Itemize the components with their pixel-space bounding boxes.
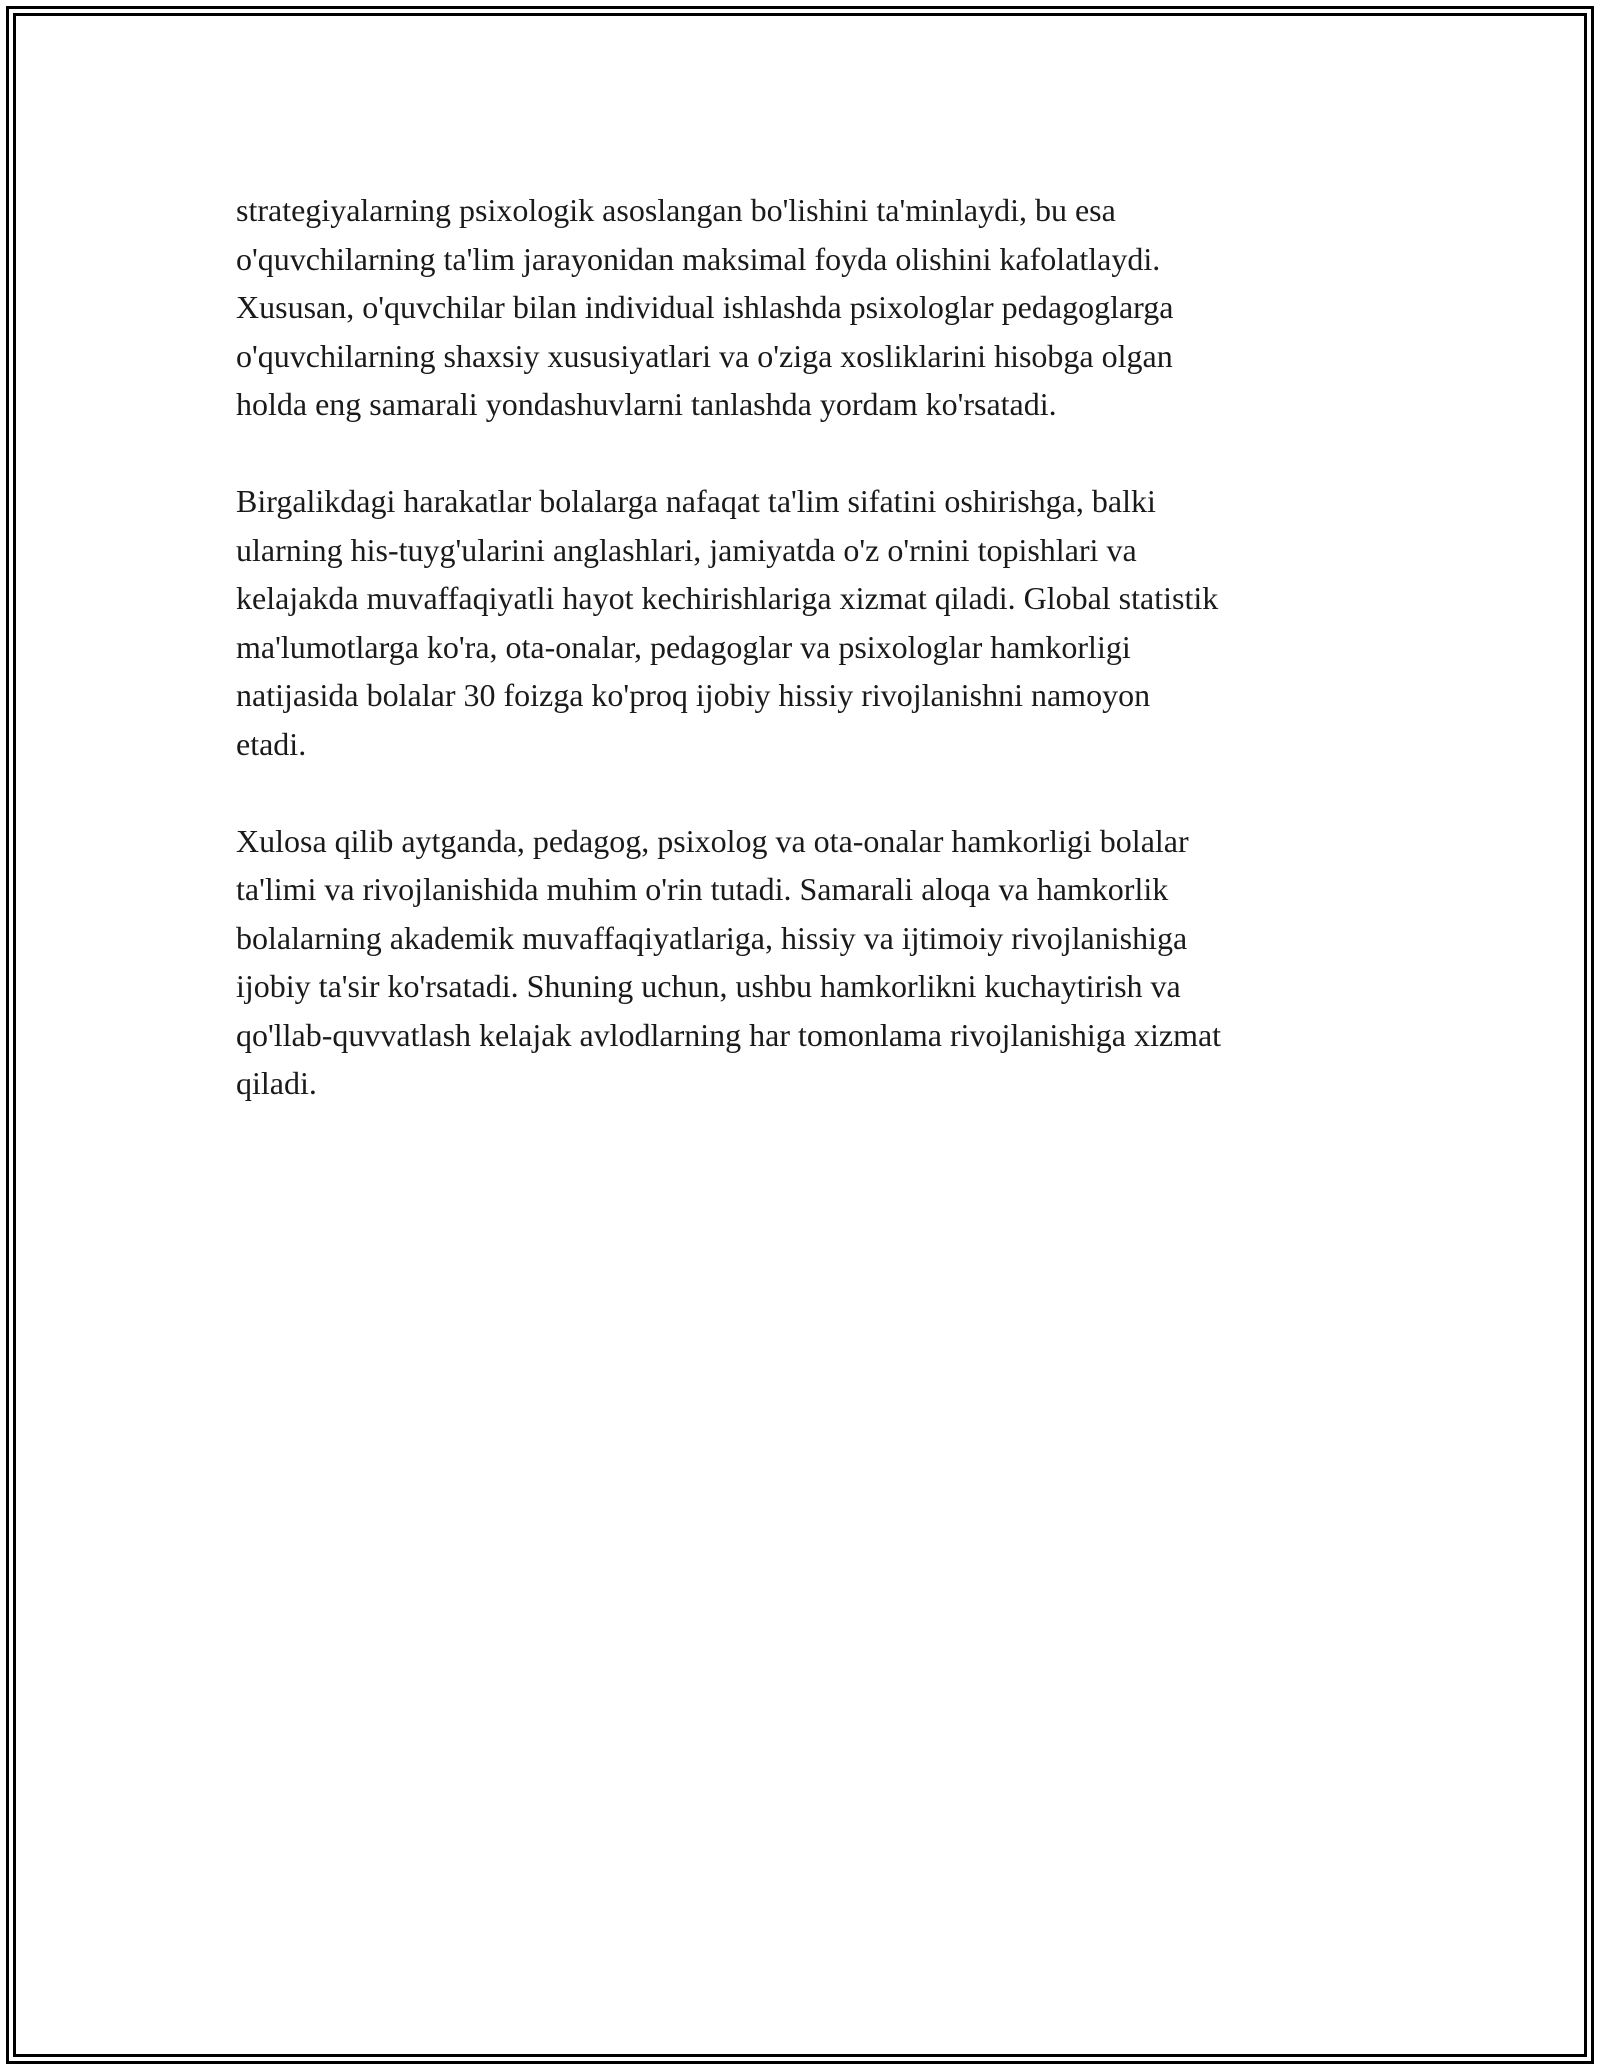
paragraph-line: natijasida bolalar 30 foizga ko'proq ijobiy hissiy rivojlanishni namoyon bbox=[236, 677, 1151, 713]
paragraph-line: qiladi. bbox=[236, 1065, 317, 1101]
paragraph-line: strategiyalarning psixologik asoslangan bo'lishini ta'minlaydi, bu esa bbox=[236, 192, 1116, 228]
paragraph-line: ta'limi va rivojlanishida muhim o'rin tutadi. Samarali aloqa va hamkorlik bbox=[236, 871, 1169, 907]
paragraph-line: ijobiy ta'sir ko'rsatadi. Shuning uchun, ushbu hamkorlikni kuchaytirish va bbox=[236, 968, 1181, 1004]
paragraph-line: Birgalikdagi harakatlar bolalarga nafaqat ta'lim sifatini oshirishga, balki bbox=[236, 483, 1156, 519]
paragraph-2 bbox=[236, 477, 1396, 768]
paragraph-line: o'quvchilarning ta'lim jarayonidan maksimal foyda olishini kafolatlaydi. bbox=[236, 240, 1161, 277]
paragraph-line: Xususan, o'quvchilar bilan individual ishlashda psixologlar pedagoglarga bbox=[236, 289, 1174, 325]
paragraph-line: etadi. bbox=[236, 725, 307, 762]
paragraph-line: qo'llab-quvvatlash kelajak avlodlarning har tomonlama rivojlanishiga xizmat bbox=[236, 1016, 1222, 1053]
paragraph-line: o'quvchilarning shaxsiy xususiyatlari va o'ziga xosliklarini hisobga olgan bbox=[236, 337, 1173, 374]
paragraph-1 bbox=[236, 186, 1396, 429]
paragraph-line: ularning his-tuyg'ularini anglashlari, jamiyatda o'z o'rnini topishlari va bbox=[236, 531, 1137, 568]
paragraph-line: ma'lumotlarga ko'ra, ota-onalar, pedagoglar va psixologlar hamkorligi bbox=[236, 628, 1131, 665]
paragraph-line: kelajakda muvaffaqiyatli hayot kechirishlariga xizmat qiladi. Global statistik bbox=[236, 580, 1219, 616]
paragraph-line: holda eng samarali yondashuvlarni tanlashda yordam ko'rsatadi. bbox=[236, 386, 1057, 422]
document-body bbox=[236, 186, 1396, 1156]
paragraph-line: bolalarning akademik muvaffaqiyatlariga, hissiy va ijtimoiy rivojlanishiga bbox=[236, 919, 1188, 956]
paragraph-3 bbox=[236, 817, 1396, 1108]
paragraph-line: Xulosa qilib aytganda, pedagog, psixolog va ota-onalar hamkorligi bolalar bbox=[236, 822, 1189, 859]
